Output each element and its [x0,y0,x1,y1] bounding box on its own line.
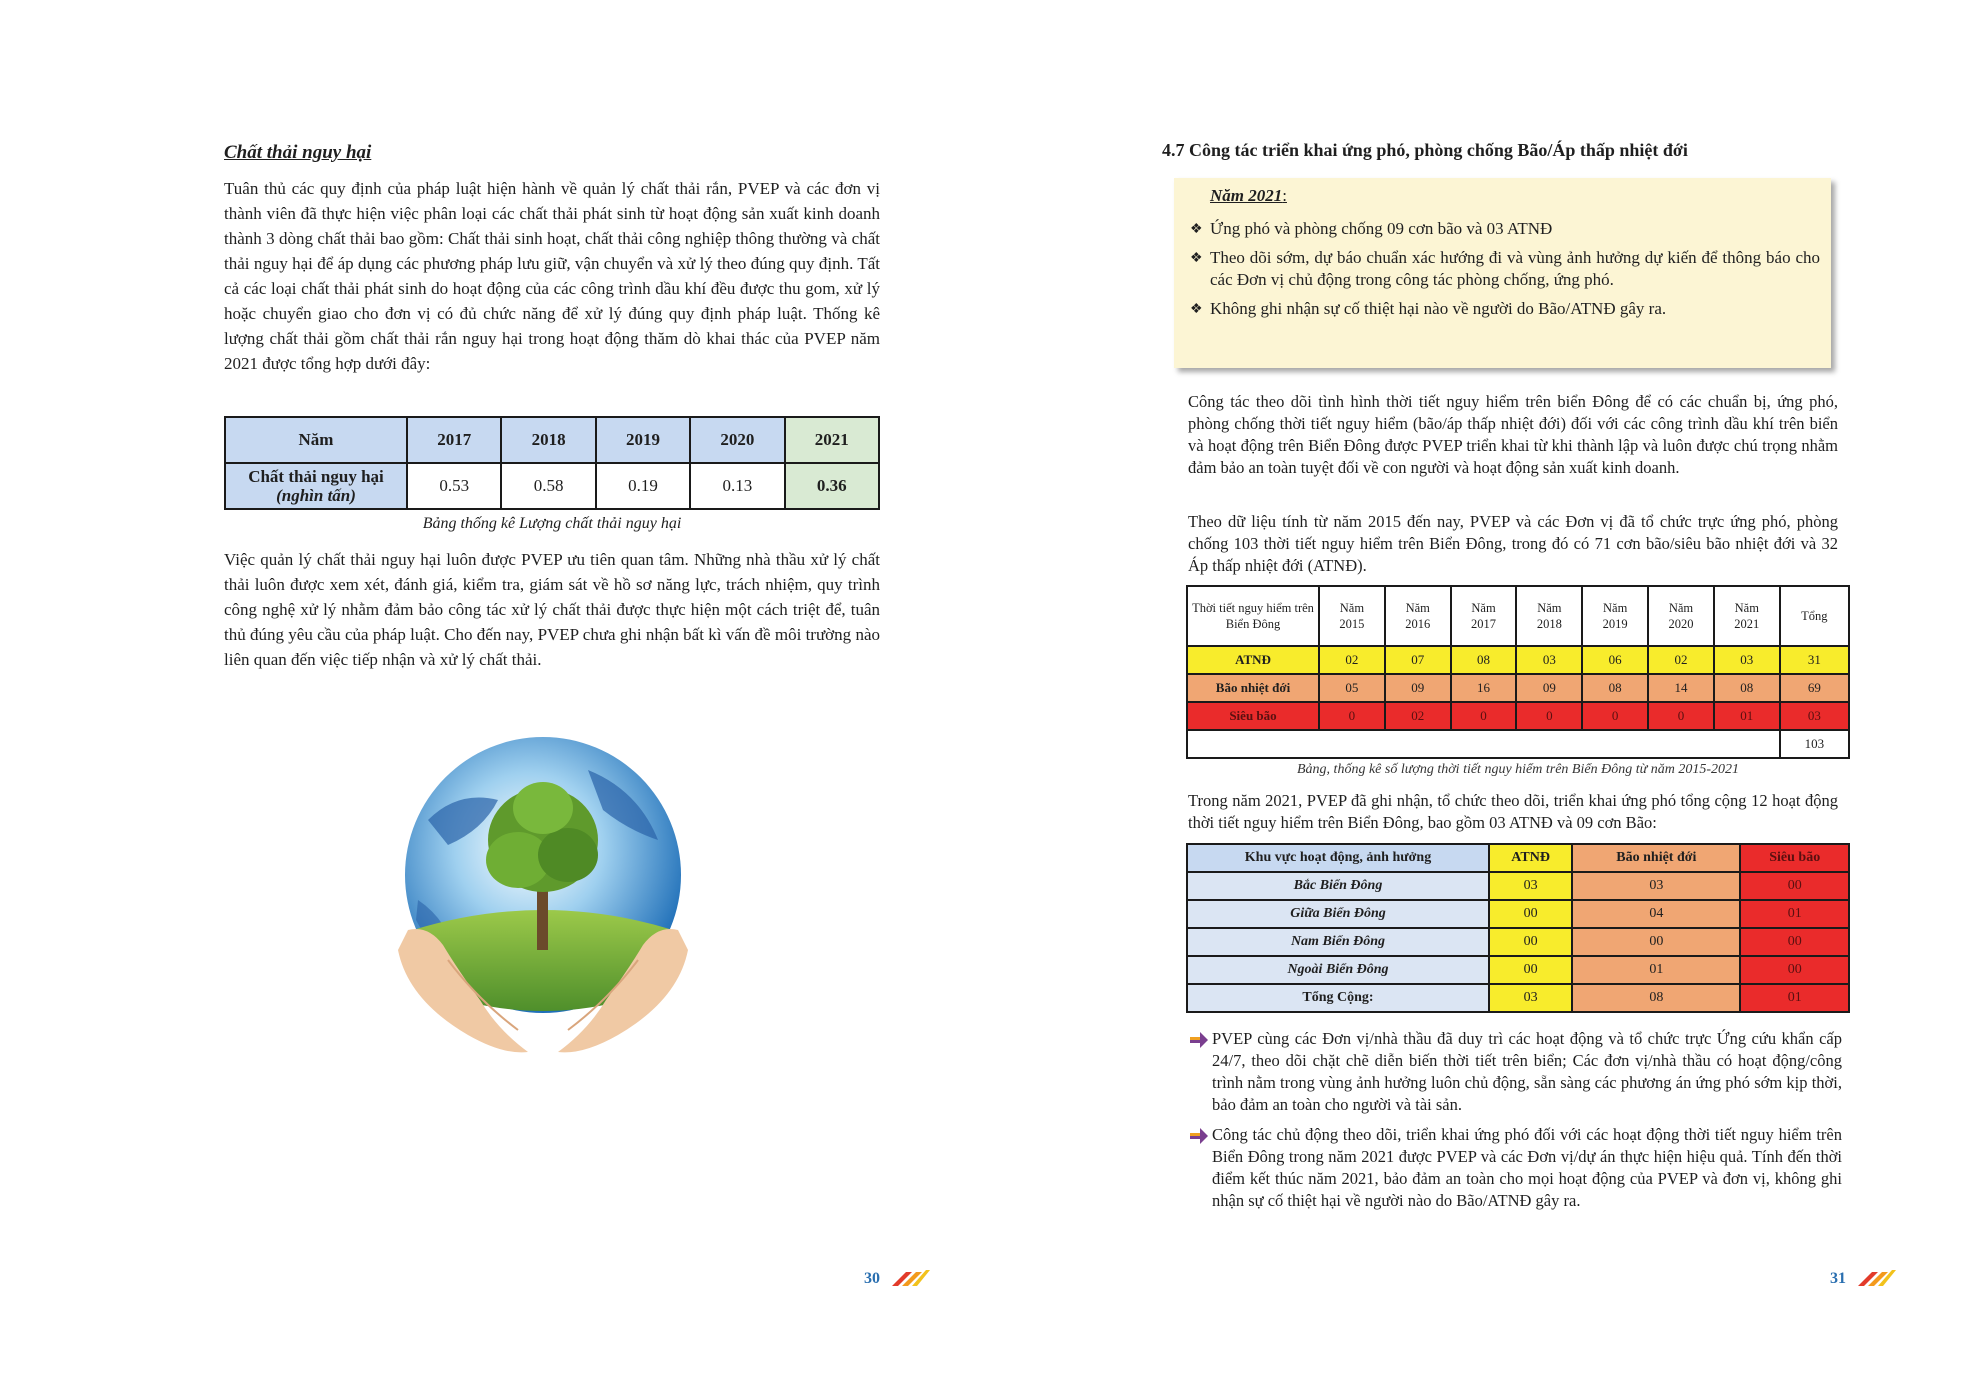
point-text: PVEP cùng các Đơn vị/nhà thầu đã duy trì các hoạt động và tổ chức trực Ứng cứu khẩn cấp 24/7, theo dõi chặt chẽ diễn biến thời tiết trên biển; Các đơn vị/nhà thầu có hoạt động/công trình nằm trong vùng ảnh hưởng luôn chủ động, sẵn sàng các phương án ứng phó sớm kịp thời, bảo đảm an toàn cho người và tài sản. [1212,1029,1842,1114]
row-unit: (nghìn tấn) [276,486,356,505]
total-label-cell: Tổng Cộng: [1187,984,1489,1012]
value-cell: 00 [1740,956,1849,984]
right-page [990,0,1980,1400]
weather-events-table [1186,585,1850,759]
value-cell: 09 [1516,674,1582,702]
total-cell: 03 [1780,702,1849,730]
year-cell: 2020 [690,417,784,463]
list-item [1190,218,1820,241]
year-header-value: 2019 [1602,617,1628,631]
table-row [1187,928,1849,956]
year-header-cell [1385,586,1451,646]
total-row [1187,984,1849,1012]
area-name-cell: Ngoài Biển Đông [1187,956,1489,984]
value-cell: 02 [1319,646,1385,674]
year-header-value: 2017 [1471,617,1497,631]
value-cell: 02 [1385,702,1451,730]
row-label-cell [225,463,407,509]
value-cell: 0 [1648,702,1714,730]
year-header-value: 2021 [1734,617,1760,631]
table-row [1187,900,1849,928]
table-row [1187,956,1849,984]
grand-total-cell: 103 [1780,730,1849,758]
value-cell: 08 [1582,674,1648,702]
value-cell: 06 [1582,646,1648,674]
atnd-header-cell: ATNĐ [1489,844,1572,872]
super-storm-header-cell: Siêu bão [1740,844,1849,872]
value-cell: 14 [1648,674,1714,702]
value-cell: 0 [1516,702,1582,730]
table-row [1187,674,1849,702]
value-cell: 0.58 [501,463,595,509]
year-2021-summary-box [1174,178,1831,368]
table-row [225,463,879,509]
year-cell: 2018 [501,417,595,463]
value-cell: 0 [1582,702,1648,730]
list-item [1190,298,1820,321]
list-item [1186,1028,1842,1116]
row-label-cell: Siêu bão [1187,702,1319,730]
year-header-cell [1648,586,1714,646]
diamond-bullet-icon: ❖ [1190,222,1203,237]
total-cell: 01 [1740,984,1849,1012]
row-label-cell: ATNĐ [1187,646,1319,674]
table-header-row [1187,586,1849,646]
total-cell: 08 [1572,984,1740,1012]
total-cell: 31 [1780,646,1849,674]
year-header-word: Năm [1537,601,1562,615]
globe-tree-hands-icon [388,730,698,1070]
grand-total-row [1187,730,1849,758]
area-name-cell: Bắc Biển Đông [1187,872,1489,900]
year-box-title-text: Năm 2021 [1210,186,1283,205]
value-cell: 03 [1572,872,1740,900]
point-text: Công tác chủ động theo dõi, triển khai ứng phó đối với các hoạt động thời tiết nguy hiểm trên Biển Đông trong năm 2021 được PVEP và các Đơn vị/dự án thực hiện hiệu quả. Tính đến thời điểm kết thúc năm 2021, bảo đảm an toàn cho mọi hoạt động của PVEP và đơn vị, không ghi nhận sự cố thiệt hại về người nào do Bão/ATNĐ gây ra. [1212,1125,1842,1210]
total-cell: 03 [1489,984,1572,1012]
weather-table-caption: Bảng, thống kê số lượng thời tiết nguy hiểm trên Biển Đông từ năm 2015-2021 [1297,762,1739,777]
year-header-cell [1319,586,1385,646]
management-paragraph: Việc quản lý chất thải nguy hại luôn được PVEP ưu tiên quan tâm. Những nhà thầu xử lý chất thải luôn được xem xét, đánh giá, kiểm tra, giám sát về hồ sơ năng lực, trách nhiệm, quy trình công nghệ xử lý nhằm đảm bảo công tác xử lý chất thải được thực hiện một cách triệt để, tuân thủ đúng yêu cầu của pháp luật. Cho đến nay, PVEP chưa ghi nhận bất kì vấn đề môi trường nào liên quan đến việc tiếp nhận và xử lý chất thải. [224,550,880,669]
value-cell: 03 [1489,872,1572,900]
value-cell: 03 [1516,646,1582,674]
year-header-word: Năm [1668,601,1694,615]
page-number: 30 [864,1270,880,1287]
value-cell: 0.13 [690,463,784,509]
bullet-text: Không ghi nhận sự cố thiệt hại nào về người do Bão/ATNĐ gây ra. [1210,299,1667,318]
year-cell: 2017 [407,417,501,463]
pvep-logo-icon [1856,1266,1896,1288]
weather-monitoring-paragraph: Công tác theo dõi tình hình thời tiết nguy hiểm trên biển Đông để có các chuẩn bị, ứng phó, phòng chống thời tiết nguy hiểm (bão/áp thấp nhiệt đới) đối với các công trình dầu khí trên biển và hoạt động trên Biển Đông được PVEP triển khai từ khi thành lập và luôn được chú trọng nhằm đảm bảo an toàn tuyệt đối về con người và hoạt động sản xuất kinh doanh. [1188,392,1838,477]
year-header-value: 2018 [1536,617,1562,631]
value-cell: 08 [1714,674,1780,702]
year-header-value: 2020 [1668,617,1694,631]
value-cell: 0 [1451,702,1517,730]
page-number: 31 [1830,1270,1846,1287]
table-row [1187,702,1849,730]
value-cell: 05 [1319,674,1385,702]
year-header-word: Năm [1405,601,1430,615]
year-cell: 2021 [785,417,879,463]
value-cell: 0 [1319,702,1385,730]
value-cell: 08 [1451,646,1517,674]
value-cell: 07 [1385,646,1451,674]
section-title: 4.7 Công tác triển khai ứng phó, phòng chống Bão/Áp thấp nhiệt đới [1162,140,1688,160]
hazardous-waste-table [224,416,880,510]
value-cell: 00 [1740,872,1849,900]
year-header-cell [1516,586,1582,646]
value-cell: 04 [1572,900,1740,928]
row-label-cell: Bão nhiệt đới [1187,674,1319,702]
value-cell: 03 [1714,646,1780,674]
diamond-bullet-icon: ❖ [1190,251,1203,266]
area-name-cell: Nam Biển Đông [1187,928,1489,956]
weather-statistics-paragraph: Theo dữ liệu tính từ năm 2015 đến nay, PVEP và các Đơn vị đã tổ chức trực ứng phó, phòng chống 103 thời tiết nguy hiểm trên Biển Đông, trong đó có 71 cơn bão/siêu bão nhiệt đới và 32 Áp thấp nhiệt đới (ATNĐ). [1188,512,1838,575]
storm-header-cell: Bão nhiệt đới [1572,844,1740,872]
year-header-cell [1582,586,1648,646]
value-cell: 16 [1451,674,1517,702]
row-label: Chất thải nguy hại [248,467,384,486]
year-header-cell [1714,586,1780,646]
year-header-word: Năm [1471,601,1496,615]
grand-total-spacer [1187,730,1780,758]
diamond-bullet-icon: ❖ [1190,302,1203,317]
year-header-cell: Năm [225,417,407,463]
value-cell: 00 [1489,928,1572,956]
table-row [1187,872,1849,900]
area-impact-table [1186,843,1850,1013]
event-type-header: Thời tiết nguy hiểm trên Biển Đông [1187,586,1319,646]
intro-paragraph: Tuân thủ các quy định của pháp luật hiện hành về quản lý chất thải rắn, PVEP và các đơn vị thành viên đã thực hiện việc phân loại các chất thải phát sinh từ hoạt động sản xuất kinh doanh thành 3 dòng chất thải bao gồm: Chất thải sinh hoạt, chất thải công nghiệp thông thường và chất thải nguy hại để áp dụng các phương pháp lưu giữ, vận chuyển và xử lý theo đúng quy định. Tất cả các loại chất thải phát sinh do hoạt động của các công trình dầu khí đều được thu gom, xử lý hoặc chuyển giao cho đơn vị có đủ chức năng để xử lý đúng quy định pháp luật. Thống kê lượng chất thải gồm chất thải rắn nguy hại trong hoạt động thăm dò khai thác của PVEP năm 2021 được tổng hợp dưới đây: [224,179,880,373]
area-header-cell: Khu vực hoạt động, ảnh hưởng [1187,844,1489,872]
value-cell: 09 [1385,674,1451,702]
year-box-colon: : [1282,186,1287,205]
value-cell: 02 [1648,646,1714,674]
value-cell: 01 [1714,702,1780,730]
year-header-word: Năm [1603,601,1628,615]
hazardous-waste-heading: Chất thải nguy hại [224,142,372,163]
year-header-cell [1451,586,1517,646]
bullet-text: Theo dõi sớm, dự báo chuẩn xác hướng đi và vùng ảnh hưởng dự kiến để thông báo cho các Đơn vị chủ động trong công tác phòng chống, ứng phó. [1210,248,1820,289]
value-cell: 01 [1740,900,1849,928]
value-cell: 00 [1740,928,1849,956]
list-item [1186,1124,1842,1212]
value-cell: 0.36 [785,463,879,509]
value-cell: 01 [1572,956,1740,984]
value-cell: 00 [1489,900,1572,928]
arrow-bullet-icon [1186,1028,1212,1049]
value-cell: 0.19 [596,463,690,509]
year-cell: 2019 [596,417,690,463]
year-box-title [1210,186,1287,206]
year-header-word: Năm [1734,601,1759,615]
value-cell: 00 [1572,928,1740,956]
table-caption: Bảng thống kê Lượng chất thải nguy hại [422,515,682,532]
total-cell: 69 [1780,674,1849,702]
year-header-value: 2016 [1405,617,1431,631]
year-header-word: Năm [1339,601,1365,615]
year-header-value: 2015 [1339,617,1365,631]
arrow-bullet-icon [1186,1124,1212,1145]
bullet-text: Ứng phó và phòng chống 09 cơn bão và 03 ATNĐ [1210,219,1553,238]
table-row [1187,646,1849,674]
table-header-row [225,417,879,463]
table-header-row [1187,844,1849,872]
value-cell: 00 [1489,956,1572,984]
year-2021-paragraph: Trong năm 2021, PVEP đã ghi nhận, tổ chức theo dõi, triển khai ứng phó tổng cộng 12 hoạt động thời tiết nguy hiểm trên Biển Đông, bao gồm 03 ATNĐ và 09 cơn Bão: [1188,791,1838,832]
total-header-cell: Tổng [1780,586,1849,646]
list-item [1190,247,1820,291]
pvep-logo-icon [890,1266,930,1288]
area-name-cell: Giữa Biển Đông [1187,900,1489,928]
value-cell: 0.53 [407,463,501,509]
